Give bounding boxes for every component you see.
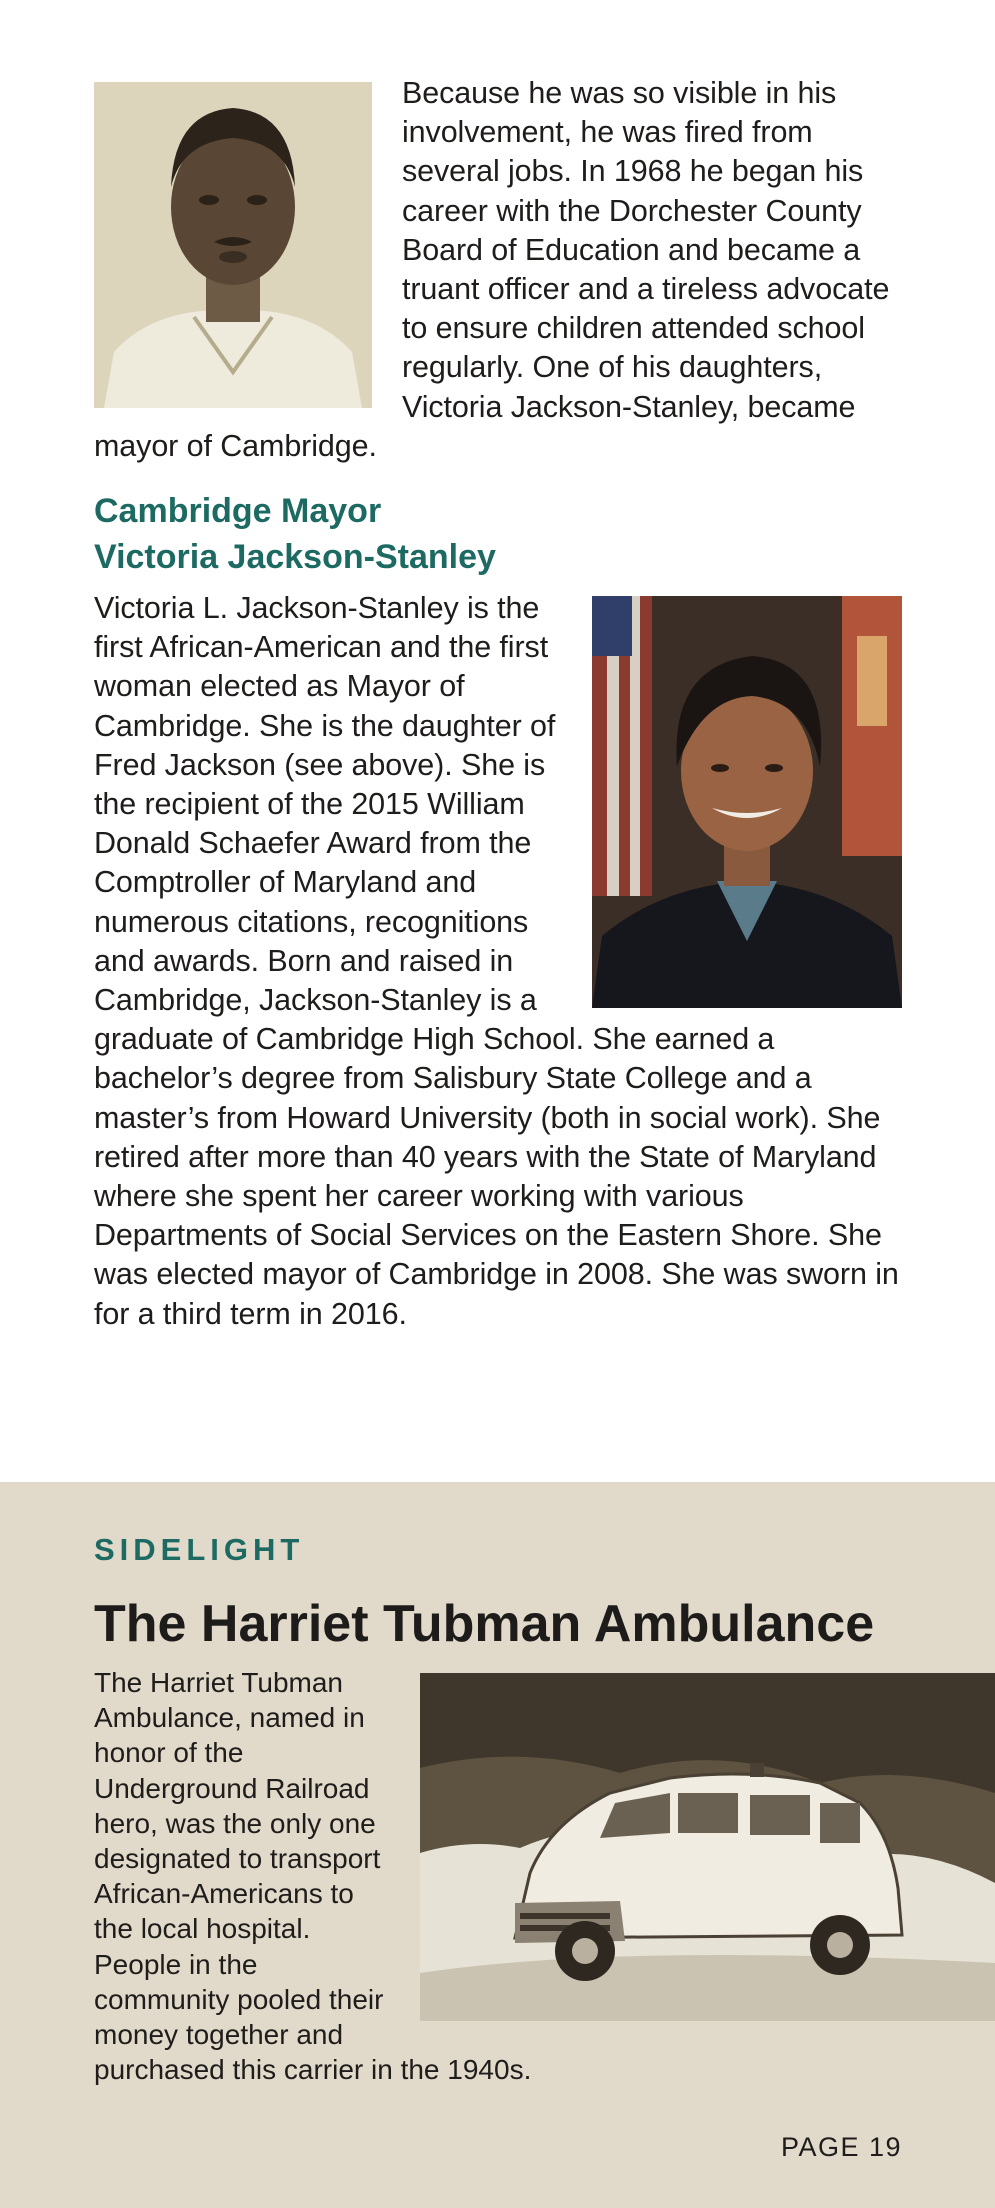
victoria-portrait-illustration bbox=[592, 596, 902, 1008]
mayor-heading-line2: Victoria Jackson-Stanley bbox=[94, 538, 496, 576]
mayor-section bbox=[94, 589, 902, 1334]
victoria-jackson-stanley-photo bbox=[592, 596, 902, 1008]
sidelight-paragraph: The Harriet Tubman Ambulance, named in honor of the Underground Railroad hero, was the only one designated to transport African-Americans to the local hospital. People in the community pooled their money together and purchased this carrier in the 1940s. bbox=[94, 1667, 532, 2086]
page-number: PAGE 19 bbox=[780, 2132, 902, 2162]
mayor-heading-line1: Cambridge Mayor bbox=[94, 492, 382, 530]
sidelight-label: SIDELIGHT bbox=[94, 1532, 305, 1567]
sidelight-body bbox=[94, 1665, 995, 2087]
mayor-paragraph: Victoria L. Jackson-Stanley is the first African-American and the first woman elected as Mayor of Cambridge. She is the daughter of Fred Jackson (see above). She is the recipient of the 2015 William Donald Schaefer Award from the Comptroller of Maryland and numerous citations, recognitions and awards. Born and raised in Cambridge, Jackson-Stanley is a graduate of Cambridge High School. She earned a bachelor’s degree from Salisbury State College and a master’s from Howard University (both in social work). She retired after more than 40 years with the State of Maryland where she spent her career working with various Departments of Social Services on the Eastern Shore. She was elected mayor of Cambridge in 2008. She was sworn in for a third term in 2016. bbox=[94, 591, 899, 1331]
fred-jackson-section bbox=[94, 74, 902, 466]
harriet-tubman-ambulance-photo bbox=[420, 1673, 995, 2021]
sidelight-title: The Harriet Tubman Ambulance bbox=[94, 1595, 875, 1653]
sidelight-box bbox=[0, 1482, 995, 2208]
fred-jackson-paragraph: Because he was so visible in his involvement, he was fired from several jobs. In 1968 he began his career with the Dorchester County Board of Education and became a truant officer and a tireless advocate to ensure children attended school regularly. One of his daughters, Victoria Jackson-Stanley, became mayor of Cambridge. bbox=[94, 76, 890, 463]
fred-jackson-photo bbox=[94, 82, 372, 408]
mayor-section-heading bbox=[94, 488, 794, 580]
ambulance-illustration bbox=[420, 1673, 995, 2021]
fred-jackson-portrait-illustration bbox=[94, 82, 372, 408]
